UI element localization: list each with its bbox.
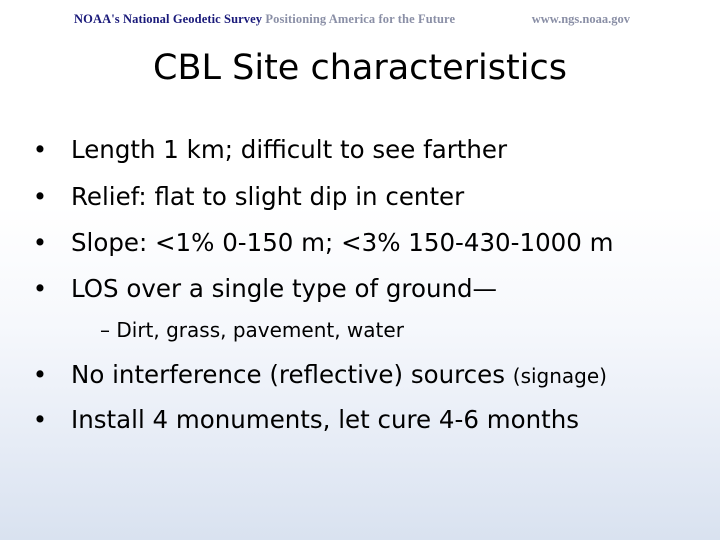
slide-title: CBL Site characteristics [153, 48, 567, 88]
sub-bullet-item [100, 316, 404, 344]
bullet-main-text: No interference (reflective) sources [71, 360, 505, 389]
bullet-text: Length 1 km; difficult to see farther [71, 135, 508, 164]
bullet-text: Slope: <1% 0-150 m; <3% 150-430-1000 m [71, 228, 614, 257]
tagline: Positioning America for the Future [265, 12, 456, 26]
org-name: NOAA's National Geodetic Survey [74, 12, 263, 26]
bullet-dot: • [32, 274, 48, 303]
bullet-item [0, 227, 720, 259]
bullet-text: LOS over a single type of ground— [71, 274, 498, 303]
sub-bullet-text: Dirt, grass, pavement, water [116, 318, 404, 342]
bullet-aside-text: (signage) [512, 364, 607, 388]
bullet-item [0, 359, 720, 391]
bullet-dot: • [32, 135, 48, 164]
bullet-dot: • [32, 405, 48, 434]
bullet-text [71, 359, 607, 392]
header-url: www.ngs.noaa.gov [531, 12, 630, 26]
bullet-text: Install 4 monuments, let cure 4-6 months [71, 405, 579, 434]
bullet-dot: • [32, 182, 48, 211]
bullet-text: Relief: flat to slight dip in center [71, 182, 465, 211]
sub-bullet-dash: – [100, 318, 110, 342]
bullet-dot: • [32, 360, 48, 389]
bullet-item [0, 134, 720, 166]
bullet-dot: • [32, 228, 48, 257]
bullet-item [0, 404, 720, 436]
bullet-item [0, 273, 720, 305]
bullet-item [0, 181, 720, 213]
